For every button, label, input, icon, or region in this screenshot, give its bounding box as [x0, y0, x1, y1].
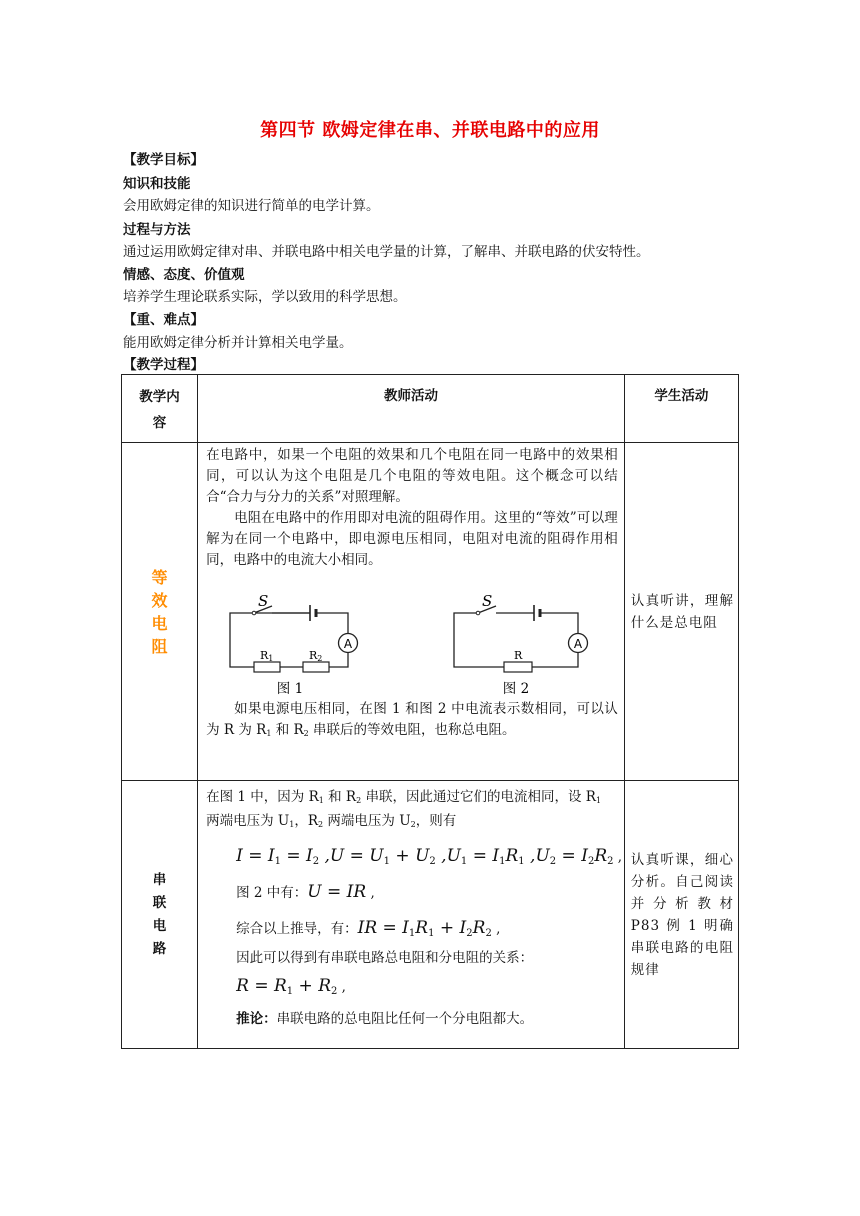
header-content-line1: 教学内	[139, 389, 180, 405]
topic-char: 等	[151, 567, 168, 587]
topic-char: 效	[151, 590, 168, 610]
topic-char: 串	[152, 871, 167, 888]
topic-char: 联	[152, 894, 167, 911]
resistor-r1-label: R1	[260, 649, 274, 663]
wire	[329, 653, 348, 667]
paragraph-equivalent-def: 在电路中，如果一个电阻的效果和几个电阻在同一电路中的效果相同，可以认为这个电阻是几个电阻的等效电阻。这个概念可以结合“合力与分力的关系”对照理解。	[206, 447, 618, 505]
conclusion-intro: 因此可以得到有串联电路总电阻和分电阻的关系：	[236, 950, 534, 966]
switch-pivot	[476, 611, 480, 615]
wire	[316, 613, 348, 634]
table-header-row	[122, 375, 739, 443]
emotion-heading: 情感、态度、价值观	[123, 267, 245, 283]
student-activity-text: 认真听讲，理解什么是总电阻	[630, 592, 734, 631]
resistor-r2-icon	[303, 662, 329, 672]
switch-label: S	[482, 592, 493, 610]
emotion-text: 培养学生理论联系实际，学以致用的科学思想。	[123, 289, 407, 305]
teacher-activity-2	[198, 781, 625, 1049]
figure-1-caption: 图 1	[276, 681, 304, 697]
resistor-r2-label: R2	[309, 649, 323, 663]
objectives-heading: 【教学目标】	[123, 152, 204, 168]
equation-fig2: 图 2 中有：U = IR ,	[236, 882, 375, 902]
knowledge-heading: 知识和技能	[123, 176, 191, 192]
keypoints-heading: 【重、难点】	[123, 312, 204, 328]
teaching-process-heading: 【教学过程】	[123, 357, 204, 373]
header-teacher: 教师活动	[198, 375, 625, 443]
paragraph-total-resistance: 如果电源电压相同，在图 1 和图 2 中电流表示数相同，可以认为 R 为 R1 和 R2 串联后的等效电阻，也称总电阻。	[206, 701, 618, 738]
keypoints-text: 能用欧姆定律分析并计算相关电学量。	[123, 335, 353, 351]
teaching-process-table	[121, 374, 739, 1049]
student-activity-1	[624, 443, 738, 781]
switch-label: S	[258, 592, 269, 610]
equation-combined: 综合以上推导，有：IR = $I_1R_1 + I_2R_2$ ,	[236, 918, 501, 939]
header-student: 学生活动	[624, 375, 738, 443]
topic-equivalent-resistance	[122, 443, 198, 781]
resistor-r-icon	[504, 662, 532, 672]
corollary	[236, 1009, 624, 1029]
header-content	[122, 375, 198, 443]
resistor-r-label: R	[514, 649, 523, 662]
resistor-r1-icon	[254, 662, 280, 672]
wire	[454, 613, 504, 667]
figure-2-caption: 图 2	[502, 681, 530, 697]
table-row	[122, 781, 739, 1049]
switch-pivot	[252, 611, 256, 615]
knowledge-text: 会用欧姆定律的知识进行简单的电学计算。	[123, 198, 380, 214]
circuit-figures	[198, 571, 624, 697]
header-content-line2: 容	[152, 415, 167, 431]
topic-char: 阻	[151, 636, 168, 656]
student-activity-text: 认真听课，细心分析。自己阅读并分析教材 P83 例 1 明确串联电路的电阻规律	[630, 851, 734, 978]
topic-char: 电	[152, 917, 167, 934]
student-activity-2	[624, 781, 738, 1049]
equation-series-current: $I = I_1 = I_2$ $,U = U_1 + U_2$ $,U_1 = I_1R_1$ $,U_2 = I_2R_2$ ,	[236, 846, 623, 867]
paragraph-equivalent-meaning: 电阻在电路中的作用即对电流的阻碍作用。这里的“等效”可以理解为在同一个电路中，即电源电压相同，电阻对电流的阻碍作用相同，电路中的电流大小相同。	[206, 510, 618, 568]
wire	[540, 613, 578, 634]
topic-char: 路	[152, 940, 167, 957]
topic-char: 电	[151, 613, 168, 633]
circuit-figure-2	[454, 592, 588, 697]
equation-series-total: $R = R_1 + R_2$ ,	[236, 976, 346, 997]
paragraph-series-setup: 在图 1 中，因为 R1 和 R2 串联，因此通过它们的电流相同，设 R1 两端电压为 U1，R2 两端电压为 U2，则有	[206, 789, 602, 829]
ammeter-label: A	[344, 637, 353, 651]
corollary-text: 串联电路的总电阻比任何一个分电阻都大。	[276, 1011, 534, 1027]
process-heading: 过程与方法	[123, 222, 191, 238]
ammeter-label: A	[574, 637, 583, 651]
topic-series-circuit	[122, 781, 198, 1049]
table-row	[122, 443, 739, 781]
wire	[532, 653, 578, 667]
page-title: 第四节 欧姆定律在串、并联电路中的应用	[260, 120, 600, 141]
teacher-activity-1	[198, 443, 625, 781]
process-text: 通过运用欧姆定律对串、并联电路中相关电学量的计算，了解串、并联电路的伏安特性。	[123, 244, 650, 260]
circuit-figure-1	[230, 592, 358, 697]
corollary-label: 推论：	[236, 1011, 277, 1027]
